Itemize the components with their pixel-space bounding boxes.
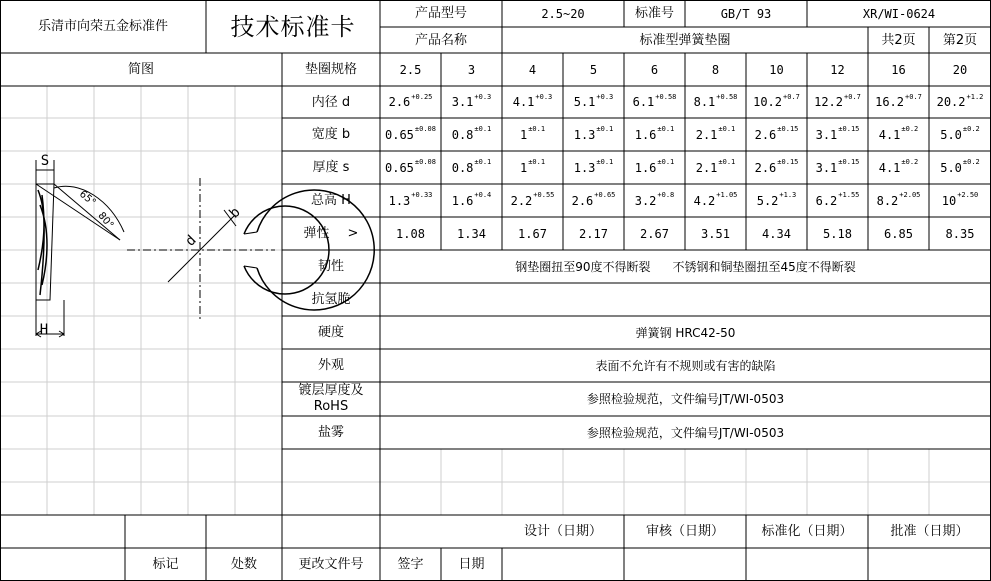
thickness-cell-value: 2.1 — [695, 160, 718, 175]
thickness-cell-value: 2.6 — [754, 160, 777, 175]
standard-no-value: GB/T 93 — [720, 6, 772, 21]
width-cell-tolerance: ±0.1 — [718, 125, 736, 133]
width-cell — [929, 118, 991, 151]
elasticity-cell: 2.17 — [579, 226, 608, 241]
appearance-label: 外观 — [317, 358, 344, 373]
spec-size-cell: 3 — [467, 62, 476, 77]
card-title: 技术标准卡 — [230, 12, 356, 41]
total-height-cell-tolerance: +0.33 — [411, 191, 433, 199]
product-model-label: 产品型号 — [414, 6, 467, 21]
total-height-cell-value: 1.3 — [388, 193, 411, 208]
elasticity-cell: 6.85 — [884, 226, 913, 241]
total-height-cell-value: 3.2 — [634, 193, 657, 208]
inner-diameter-cell — [441, 86, 502, 118]
thickness-cell-value: 0.65 — [385, 160, 414, 175]
inner-diameter-cell — [746, 86, 807, 118]
width-cell-tolerance: ±0.1 — [657, 125, 675, 133]
total-height-cell-tolerance: +2.50 — [957, 191, 979, 199]
thickness-cell-value: 3.1 — [815, 160, 838, 175]
total-height-cell-tolerance: +1.3 — [779, 191, 797, 199]
inner-diameter-cell — [868, 86, 929, 118]
thickness-cell-value: 0.8 — [451, 160, 474, 175]
total-height-cell-value: 1.6 — [451, 193, 474, 208]
spec-size-cell: 10 — [769, 62, 784, 77]
width-cell-tolerance: ±0.2 — [901, 125, 919, 133]
width-cell-tolerance: ±0.1 — [528, 125, 546, 133]
total-height-cell-value: 10 — [941, 193, 957, 208]
width-cell-tolerance: ±0.15 — [838, 125, 860, 133]
inner-diameter-cell — [685, 86, 746, 118]
total-height-cell-tolerance: +0.65 — [594, 191, 616, 199]
elasticity-cell: 1.34 — [457, 226, 486, 241]
thickness-cell-tolerance: ±0.1 — [596, 158, 614, 166]
inner-diameter-cell-value: 10.2 — [753, 95, 783, 109]
company-name: 乐清市向荣五金标准件 — [37, 19, 168, 34]
inner-diameter-cell-value: 6.1 — [632, 95, 655, 109]
salt-spray-label: 盐雾 — [317, 425, 344, 440]
thickness-cell-tolerance: ±0.1 — [657, 158, 675, 166]
elasticity-cell: 2.67 — [640, 226, 669, 241]
footer-date: 日期 — [458, 557, 485, 572]
total-height-label: 总高 H — [311, 193, 351, 208]
footer-approval: 批准（日期） — [890, 524, 969, 539]
spec-size-cell: 16 — [891, 62, 906, 77]
product-model-value: 2.5~20 — [541, 6, 585, 21]
salt-spray-value: 参照检验规范，文件编号JT/WI-0503 — [586, 425, 785, 440]
toughness-stainless: 不锈钢和铜垫圈扭至45度不得断裂 — [672, 259, 856, 274]
thickness-cell-value: 5.0 — [940, 160, 962, 175]
sketch-label-d: d — [182, 232, 200, 250]
inner-diameter-cell — [502, 86, 563, 118]
toughness-value — [380, 250, 991, 283]
total-height-cell-tolerance: +0.55 — [533, 191, 555, 199]
hardness-value: 弹簧钢 HRC42-50 — [635, 325, 736, 340]
inner-diameter-cell-tolerance: +0.7 — [783, 92, 800, 101]
thickness-cell — [685, 151, 746, 184]
total-height-cell-value: 8.2 — [876, 193, 899, 208]
inner-diameter-label: 内径 d — [311, 94, 351, 110]
elasticity-label — [282, 217, 380, 250]
thickness-cell — [441, 151, 502, 184]
total-height-cell — [746, 184, 807, 217]
footer-standardization: 标准化（日期） — [761, 524, 853, 539]
thickness-cell — [929, 151, 991, 184]
inner-diameter-cell-tolerance: +0.7 — [844, 92, 861, 101]
spec-size-cell: 6 — [650, 62, 659, 77]
total-height-cell-value: 5.2 — [756, 193, 779, 208]
hydrogen-embrittlement-value — [380, 283, 991, 316]
appearance-value: 表面不允许有不规则或有害的缺陷 — [595, 358, 776, 373]
spec-size-label: 垫圈规格 — [304, 62, 357, 77]
thickness-cell-tolerance: ±0.1 — [528, 158, 546, 166]
inner-diameter-cell-tolerance: +0.3 — [474, 92, 492, 101]
width-cell-tolerance: ±0.2 — [962, 125, 980, 133]
inner-diameter-cell-tolerance: +0.58 — [716, 92, 738, 101]
thickness-cell-value: 1 — [519, 160, 528, 175]
spec-size-cell: 20 — [952, 62, 968, 77]
elasticity-cell: 3.51 — [701, 226, 730, 241]
thickness-cell — [502, 151, 563, 184]
document-code: XR/WI-0624 — [862, 6, 936, 21]
width-label: 宽度 b — [311, 127, 351, 142]
inner-diameter-cell-value: 8.1 — [693, 95, 716, 109]
total-height-cell-tolerance: +2.05 — [899, 191, 921, 199]
thickness-cell — [807, 151, 868, 184]
page-number: 第2页 — [942, 32, 978, 48]
sketch-label-angle-80: 80° — [95, 210, 116, 232]
thickness-cell — [624, 151, 685, 184]
elasticity-symbol: > — [347, 226, 359, 241]
width-cell-value: 5.0 — [940, 127, 962, 142]
inner-diameter-cell-tolerance: +0.58 — [655, 92, 677, 101]
total-height-cell — [868, 184, 929, 217]
thickness-cell-value: 1.3 — [573, 160, 596, 175]
total-height-cell — [685, 184, 746, 217]
total-height-cell — [380, 184, 441, 217]
inner-diameter-cell-tolerance: +0.3 — [596, 92, 614, 101]
thickness-cell-tolerance: ±0.2 — [901, 158, 919, 166]
inner-diameter-cell-tolerance: +0.3 — [535, 92, 553, 101]
thickness-cell-value: 1.6 — [634, 160, 657, 175]
width-cell-value: 3.1 — [815, 127, 838, 142]
thickness-cell — [380, 151, 441, 184]
width-cell — [502, 118, 563, 151]
total-height-cell-tolerance: +1.05 — [716, 191, 738, 199]
width-cell-value: 4.1 — [878, 127, 901, 142]
elasticity-cell: 5.18 — [823, 226, 852, 241]
thickness-cell — [563, 151, 624, 184]
width-cell — [807, 118, 868, 151]
hardness-label: 硬度 — [317, 325, 344, 340]
width-cell-tolerance: ±0.08 — [414, 125, 436, 133]
inner-diameter-cell — [380, 86, 441, 118]
inner-diameter-cell-tolerance: +0.25 — [411, 92, 433, 101]
sketch-label-h: H — [39, 322, 49, 338]
product-name-value: 标准型弹簧垫圈 — [639, 32, 731, 48]
width-cell-tolerance: ±0.1 — [596, 125, 614, 133]
width-cell-value: 1.3 — [573, 127, 596, 142]
width-cell-value: 0.65 — [385, 127, 414, 142]
inner-diameter-cell — [929, 86, 991, 118]
width-cell — [685, 118, 746, 151]
width-cell — [868, 118, 929, 151]
spec-size-cell: 12 — [830, 62, 845, 77]
blank-rows-grid — [282, 449, 991, 515]
thickness-cell-tolerance: ±0.15 — [777, 158, 799, 166]
thickness-cell — [868, 151, 929, 184]
width-cell-value: 2.1 — [695, 127, 718, 142]
width-cell-tolerance: ±0.15 — [777, 125, 799, 133]
footer-mark: 标记 — [152, 557, 179, 572]
width-cell — [624, 118, 685, 151]
total-height-cell-tolerance: +0.4 — [474, 191, 492, 199]
total-height-cell-value: 4.2 — [693, 193, 716, 208]
coating-label: 镀层厚度及RoHS — [298, 383, 364, 414]
spec-size-cell: 4 — [528, 62, 537, 77]
standard-no-label: 标准号 — [634, 6, 674, 21]
sketch-label-b: b — [226, 204, 244, 222]
hydrogen-embrittlement-label: 抗氢脆 — [311, 292, 351, 307]
inner-diameter-cell-value: 4.1 — [512, 95, 535, 109]
thickness-label: 厚度 s — [312, 160, 350, 175]
coating-value: 参照检验规范，文件编号JT/WI-0503 — [586, 392, 785, 406]
total-pages: 共2页 — [881, 32, 916, 48]
total-height-cell-value: 2.6 — [571, 193, 594, 208]
footer-design: 设计（日期） — [523, 524, 602, 539]
width-cell-value: 0.8 — [451, 127, 474, 142]
spec-size-cell: 5 — [589, 62, 598, 77]
thickness-cell-value: 4.1 — [878, 160, 901, 175]
elasticity-cell: 8.35 — [945, 226, 975, 241]
inner-diameter-cell-value: 16.2 — [875, 95, 905, 109]
total-height-cell — [563, 184, 624, 217]
thickness-cell-tolerance: ±0.1 — [718, 158, 736, 166]
thickness-cell-tolerance: ±0.1 — [474, 158, 492, 166]
inner-diameter-cell-value: 5.1 — [573, 95, 596, 109]
toughness-label: 韧性 — [317, 259, 344, 274]
total-height-cell-value: 2.2 — [510, 193, 533, 208]
inner-diameter-cell — [563, 86, 624, 118]
elasticity-label-text: 弹性 — [303, 226, 330, 241]
total-height-cell — [624, 184, 685, 217]
inner-diameter-cell-value: 20.2 — [936, 95, 966, 109]
inner-diameter-cell-value: 3.1 — [451, 95, 474, 109]
width-cell — [563, 118, 624, 151]
thickness-cell-tolerance: ±0.15 — [838, 158, 860, 166]
width-cell-value: 1.6 — [634, 127, 657, 142]
spec-size-cell: 8 — [711, 62, 720, 77]
total-height-cell-value: 6.2 — [815, 193, 838, 208]
toughness-steel: 钢垫圈扭至90度不得断裂 — [515, 259, 651, 274]
elasticity-cell: 1.08 — [396, 226, 425, 241]
footer-signature: 签字 — [397, 557, 424, 572]
product-name-label: 产品名称 — [414, 32, 467, 48]
thickness-cell-tolerance: ±0.08 — [414, 158, 436, 166]
footer-change-doc: 更改文件号 — [298, 557, 364, 572]
inner-diameter-cell — [807, 86, 868, 118]
width-cell-value: 2.6 — [754, 127, 777, 142]
footer-count: 处数 — [230, 557, 257, 572]
total-height-cell — [929, 184, 991, 217]
total-height-cell — [441, 184, 502, 217]
total-height-cell — [807, 184, 868, 217]
sketch-label-s: S — [40, 153, 50, 169]
washer-side-view — [36, 160, 124, 337]
total-height-cell — [502, 184, 563, 217]
inner-diameter-cell — [624, 86, 685, 118]
total-height-cell-tolerance: +0.8 — [657, 191, 675, 199]
elasticity-cell: 1.67 — [518, 226, 547, 241]
inner-diameter-cell-value: 12.2 — [814, 95, 844, 109]
total-height-cell-tolerance: +1.55 — [838, 191, 860, 199]
thickness-cell — [746, 151, 807, 184]
width-cell — [441, 118, 502, 151]
inner-diameter-cell-tolerance: +0.7 — [905, 92, 922, 101]
width-cell — [380, 118, 441, 151]
inner-diameter-cell-value: 2.6 — [388, 95, 411, 109]
sketch-title: 简图 — [127, 62, 154, 77]
sketch-label-angle-65: 65° — [76, 188, 98, 209]
width-cell — [746, 118, 807, 151]
width-cell-value: 1 — [519, 127, 528, 142]
width-cell-tolerance: ±0.1 — [474, 125, 492, 133]
inner-diameter-cell-tolerance: +1.2 — [966, 92, 984, 101]
footer-review: 审核（日期） — [645, 524, 724, 539]
thickness-cell-tolerance: ±0.2 — [962, 158, 980, 166]
elasticity-cell: 4.34 — [762, 226, 791, 241]
spec-size-cell: 2.5 — [399, 62, 422, 77]
